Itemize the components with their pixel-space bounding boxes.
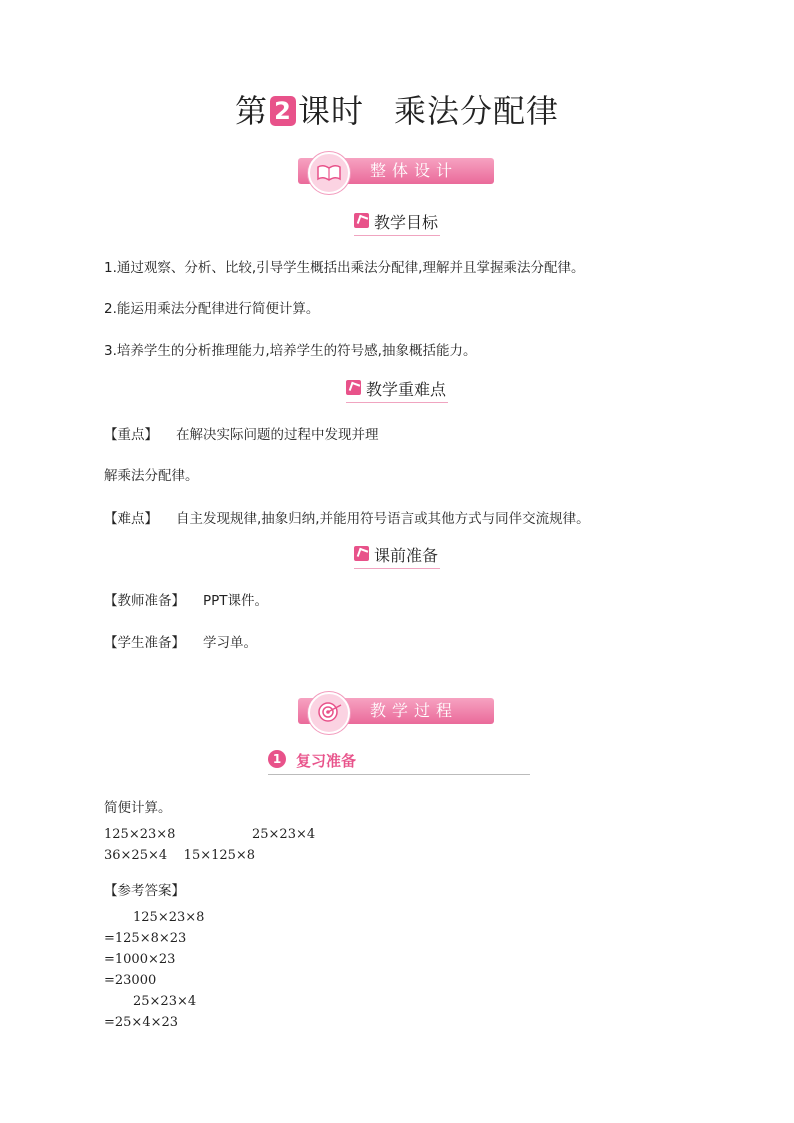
banner-label: 整体设计 [370,161,459,180]
section-marker-icon [354,546,369,561]
difficulty-text: 自主发现规律,抽象归纳,并能用符号语言或其他方式与同伴交流规律。 [176,511,590,527]
answer-line: 125×23×8 [133,910,205,925]
focus-continuation: 解乘法分配律。 [104,468,199,484]
banner-label: 教学过程 [370,701,459,720]
goal-item-3: 3.培养学生的分析推理能力,培养学生的符号感,抽象概括能力。 [104,343,477,359]
step-review [268,750,530,775]
exercise-row-2: 36×25×4 15×125×8 [104,848,256,863]
lesson-number-badge: 2 [270,96,296,126]
focus-paragraph [104,423,379,443]
teacher-prep-text: PPT课件。 [203,593,269,609]
answer-line: =25×4×23 [104,1015,179,1030]
answer-line: =125×8×23 [104,931,187,946]
section-marker-icon [354,213,369,228]
target-icon [308,692,350,734]
section-prep [0,543,794,569]
title-prefix: 第 [234,92,268,130]
step-label: 复习准备 [296,752,357,770]
section-marker-icon [346,380,361,395]
student-prep-label: 【学生准备】 [104,635,185,651]
page-title [0,86,794,132]
banner-teaching-process [298,698,494,724]
title-name: 乘法分配律 [394,92,560,130]
focus-label: 【重点】 [104,427,158,443]
student-prep [104,631,257,651]
section-goals-title: 教学目标 [373,213,438,232]
student-prep-text: 学习单。 [203,635,257,651]
exercise-row-1a: 125×23×8 [104,827,176,842]
difficulty-paragraph [104,507,590,527]
section-key-points [0,377,794,403]
answer-line: 25×23×4 [133,994,197,1009]
section-goals [0,210,794,236]
exercise-row-1b: 25×23×4 [252,827,316,842]
teacher-prep [104,589,268,609]
answer-line: =1000×23 [104,952,176,967]
title-mid: 课时 [297,92,364,130]
section-key-title: 教学重难点 [365,380,446,399]
book-icon [308,152,350,194]
answer-label: 【参考答案】 [104,883,185,899]
banner-overall-design [298,158,494,184]
teacher-prep-label: 【教师准备】 [104,593,185,609]
goal-item-2: 2.能运用乘法分配律进行简便计算。 [104,301,320,317]
step-number: 1 [268,750,286,768]
exercise-intro: 简便计算。 [104,800,172,816]
difficulty-label: 【难点】 [104,511,158,527]
goal-item-1: 1.通过观察、分析、比较,引导学生概括出乘法分配律,理解并且掌握乘法分配律。 [104,260,585,276]
focus-text: 在解决实际问题的过程中发现并理 [176,427,379,443]
section-prep-title: 课前准备 [373,546,438,565]
answer-line: =23000 [104,973,157,988]
